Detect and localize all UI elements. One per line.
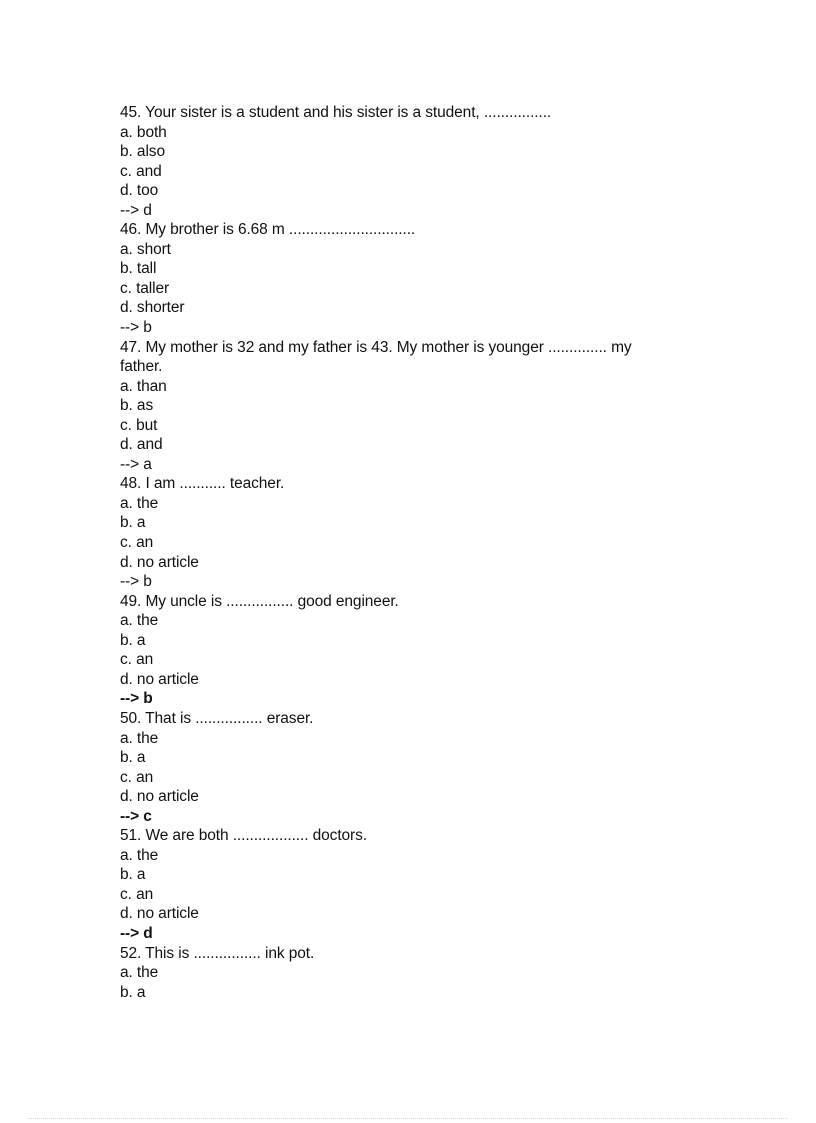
question-52 — [120, 944, 680, 1003]
option-a: a. the — [120, 612, 159, 630]
question-text: 46. My brother is 6.68 m .............................. — [120, 221, 416, 239]
option-a: a. the — [120, 846, 159, 864]
question-49 — [120, 592, 680, 709]
question-text: 47. My mother is 32 and my father is 43. My mother is younger .............. my father. — [120, 338, 632, 376]
option-d: d. no article — [120, 905, 199, 923]
option-c: c. but — [120, 416, 158, 434]
page-bottom-divider — [28, 1118, 788, 1119]
option-d: d. too — [120, 182, 159, 200]
answer-line: --> c — [120, 807, 152, 825]
question-text: 45. Your sister is a student and his sister is a student, ................ — [120, 104, 552, 121]
option-c: c. taller — [120, 279, 170, 297]
option-d: d. no article — [120, 788, 199, 806]
quiz-content — [120, 103, 680, 1002]
answer-line: --> d — [120, 201, 152, 219]
option-d: d. and — [120, 436, 163, 454]
option-b: b. a — [120, 983, 146, 1001]
question-text: 51. We are both .................. doctors. — [120, 827, 367, 845]
option-b: b. a — [120, 866, 146, 884]
question-50 — [120, 709, 680, 826]
option-d: d. shorter — [120, 299, 185, 317]
option-b: b. a — [120, 749, 146, 767]
answer-line: --> a — [120, 455, 152, 473]
option-c: c. an — [120, 534, 154, 552]
option-d: d. no article — [120, 553, 199, 571]
option-d: d. no article — [120, 670, 199, 688]
question-text: 50. That is ................ eraser. — [120, 709, 314, 727]
question-text: 49. My uncle is ................ good engineer. — [120, 592, 399, 610]
option-a: a. both — [120, 123, 167, 141]
option-a: a. the — [120, 494, 159, 512]
option-a: a. the — [120, 964, 159, 982]
option-b: b. as — [120, 397, 154, 415]
option-a: a. than — [120, 377, 167, 395]
option-c: c. and — [120, 162, 162, 180]
option-c: c. an — [120, 651, 154, 669]
question-46 — [120, 220, 680, 337]
answer-line: --> b — [120, 690, 153, 708]
option-b: b. a — [120, 631, 146, 649]
question-text: 52. This is ................ ink pot. — [120, 944, 315, 962]
option-a: a. short — [120, 240, 171, 258]
answer-line: --> d — [120, 924, 153, 942]
option-b: b. also — [120, 143, 165, 161]
question-51 — [120, 826, 680, 943]
question-47 — [120, 338, 680, 475]
option-b: b. a — [120, 514, 146, 532]
option-c: c. an — [120, 768, 154, 786]
question-text: 48. I am ........... teacher. — [120, 475, 285, 493]
question-45 — [120, 103, 680, 220]
answer-line: --> b — [120, 573, 152, 591]
option-c: c. an — [120, 885, 154, 903]
question-48 — [120, 474, 680, 591]
option-b: b. tall — [120, 260, 157, 278]
answer-line: --> b — [120, 319, 152, 337]
option-a: a. the — [120, 729, 159, 747]
